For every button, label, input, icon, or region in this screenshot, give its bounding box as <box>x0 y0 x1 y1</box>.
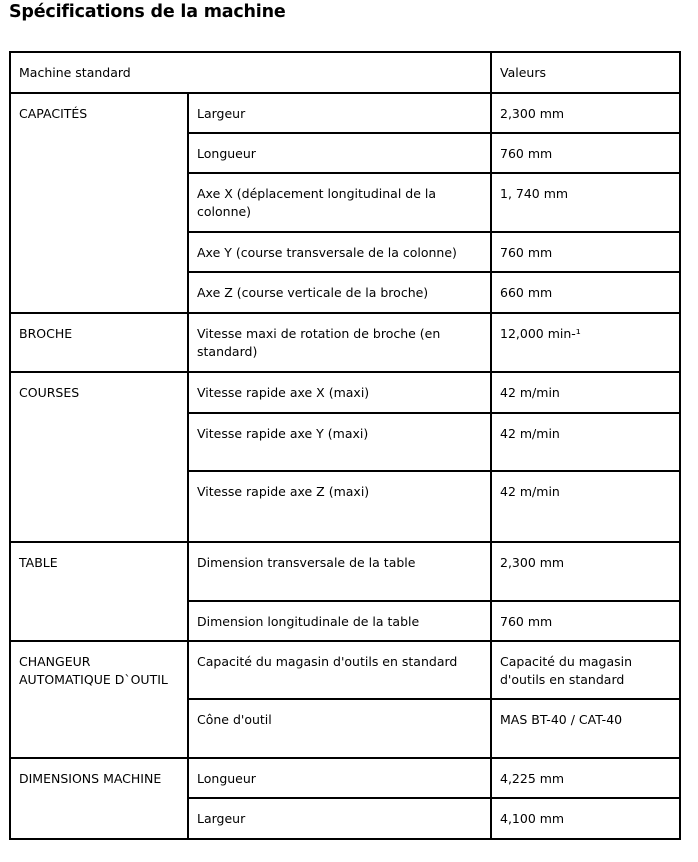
spec-label: Dimension longitudinale de la table <box>188 601 491 641</box>
table-row <box>10 372 680 413</box>
spec-value: 4,225 mm <box>491 758 680 798</box>
table-row <box>10 313 680 372</box>
spec-value: 4,100 mm <box>491 798 680 839</box>
spec-label: Largeur <box>188 798 491 839</box>
spec-value: 660 mm <box>491 272 680 313</box>
spec-label: Axe Y (course transversale de la colonne) <box>188 232 491 272</box>
page-title: Spécifications de la machine <box>9 2 286 22</box>
spec-label: Vitesse rapide axe X (maxi) <box>188 372 491 413</box>
spec-value: 42 m/min <box>491 372 680 413</box>
spec-table <box>9 51 681 840</box>
table-row <box>10 93 680 133</box>
group-label: DIMENSIONS MACHINE <box>10 758 188 839</box>
spec-label: Cône d'outil <box>188 699 491 758</box>
header-machine-standard: Machine standard <box>10 52 491 93</box>
spec-value: MAS BT-40 / CAT-40 <box>491 699 680 758</box>
group-label: COURSES <box>10 372 188 542</box>
spec-value: 42 m/min <box>491 413 680 471</box>
spec-value: 42 m/min <box>491 471 680 542</box>
table-row <box>10 758 680 798</box>
spec-label: Vitesse maxi de rotation de broche (en standard) <box>188 313 491 372</box>
group-label: CAPACITÉS <box>10 93 188 313</box>
spec-label: Axe X (déplacement longitudinal de la colonne) <box>188 173 491 232</box>
spec-value: 760 mm <box>491 232 680 272</box>
spec-label: Longueur <box>188 758 491 798</box>
spec-value: 760 mm <box>491 601 680 641</box>
spec-label: Vitesse rapide axe Y (maxi) <box>188 413 491 471</box>
spec-value: Capacité du magasin d'outils en standard <box>491 641 680 699</box>
group-label: CHANGEUR AUTOMATIQUE D`OUTIL <box>10 641 188 758</box>
table-row <box>10 641 680 699</box>
spec-value: 1, 740 mm <box>491 173 680 232</box>
spec-label: Axe Z (course verticale de la broche) <box>188 272 491 313</box>
spec-value: 2,300 mm <box>491 542 680 601</box>
spec-value: 12,000 min-¹ <box>491 313 680 372</box>
spec-label: Longueur <box>188 133 491 173</box>
group-label: TABLE <box>10 542 188 641</box>
spec-label: Dimension transversale de la table <box>188 542 491 601</box>
spec-label: Capacité du magasin d'outils en standard <box>188 641 491 699</box>
spec-label: Vitesse rapide axe Z (maxi) <box>188 471 491 542</box>
spec-label: Largeur <box>188 93 491 133</box>
spec-value: 2,300 mm <box>491 93 680 133</box>
spec-value: 760 mm <box>491 133 680 173</box>
header-values: Valeurs <box>491 52 680 93</box>
table-row <box>10 542 680 601</box>
group-label: BROCHE <box>10 313 188 372</box>
header-row <box>10 52 680 93</box>
